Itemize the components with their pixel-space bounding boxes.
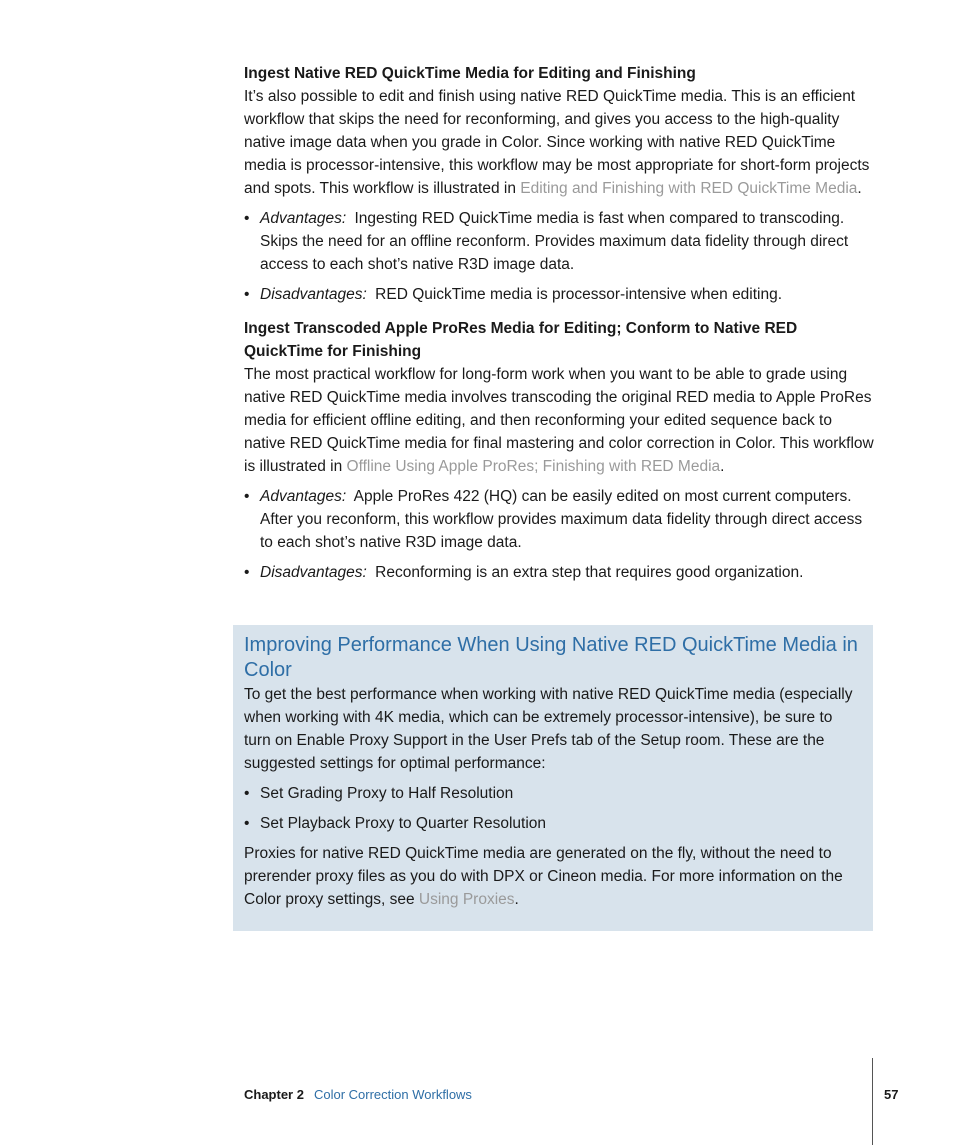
section-heading: Ingest Transcoded Apple ProRes Media for Editing; Conform to Native RED QuickTime for Finishing	[244, 320, 798, 360]
cross-reference-link[interactable]: Offline Using Apple ProRes; Finishing with RED Media	[346, 458, 721, 475]
list-item: • Advantages: Ingesting RED QuickTime media is fast when compared to transcoding. Skips the need for an offline reconform. Provides maximum data fidelity through direct access to each shot’s native R3D image data.	[244, 207, 874, 276]
bullet-icon: •	[244, 785, 250, 802]
page-number: 57	[884, 1087, 899, 1102]
performance-tip-box	[233, 625, 873, 931]
bullet-icon: •	[244, 815, 250, 832]
footer-divider	[872, 1058, 873, 1145]
bullet-icon: •	[244, 488, 250, 505]
tip-box-body: To get the best performance when working with native RED QuickTime media (especially when working with 4K media, which can be extremely processor-intensive), be sure to turn on Enable Proxy Support in the User Prefs tab of the Setup room. These are the suggested settings for optimal performance:	[244, 686, 853, 772]
bullet-icon: •	[244, 210, 250, 227]
pros-cons-list	[244, 485, 874, 584]
list-item: • Disadvantages: RED QuickTime media is processor-intensive when editing.	[244, 283, 874, 306]
settings-list	[244, 782, 863, 835]
cross-reference-link[interactable]: Editing and Finishing with RED QuickTime Media	[520, 180, 858, 197]
page-footer	[244, 1086, 472, 1104]
cross-reference-link[interactable]: Using Proxies	[418, 891, 515, 908]
bullet-icon: •	[244, 286, 250, 303]
chapter-label: Chapter 2	[244, 1087, 304, 1102]
list-item: • Disadvantages: Reconforming is an extra step that requires good organization.	[244, 561, 874, 584]
section-body: It’s also possible to edit and finish using native RED QuickTime media. This is an efficient workflow that skips the need for reconforming, and gives you access to the high-quality native image data when you grade in Color. Since working with native RED QuickTime media is processor-intensive, this workflow may be most appropriate for short-form projects and spots. This workflow is illustrated in Editing and Finishing with RED QuickTime Media.	[244, 88, 870, 197]
bullet-icon: •	[244, 564, 250, 581]
section-heading: Ingest Native RED QuickTime Media for Editing and Finishing	[244, 65, 696, 82]
section-body: The most practical workflow for long-form work when you want to be able to grade using native RED QuickTime media involves transcoding the original RED media to Apple ProRes media for efficient offline editing, and then reconforming your edited sequence back to native RED QuickTime media for final mastering and color correction in Color. This workflow is illustrated in Offline Using Apple ProRes; Finishing with RED Media.	[244, 366, 874, 475]
list-item: • Set Playback Proxy to Quarter Resolution	[244, 812, 863, 835]
chapter-title: Color Correction Workflows	[313, 1087, 472, 1102]
list-item: • Advantages: Apple ProRes 422 (HQ) can be easily edited on most current computers. After you reconform, this workflow provides maximum data fidelity through direct access to each shot’s native R3D image data.	[244, 485, 874, 554]
page-content	[244, 62, 874, 591]
list-item: • Set Grading Proxy to Half Resolution	[244, 782, 863, 805]
section-native-red	[244, 62, 874, 306]
tip-box-title: Improving Performance When Using Native RED QuickTime Media in Color	[244, 634, 858, 681]
section-transcoded-prores	[244, 317, 874, 584]
tip-box-closing: Proxies for native RED QuickTime media are generated on the fly, without the need to prerender proxy files as you do with DPX or Cineon media. For more information on the Color proxy settings, see Using Proxies.	[244, 845, 843, 908]
pros-cons-list	[244, 207, 874, 306]
